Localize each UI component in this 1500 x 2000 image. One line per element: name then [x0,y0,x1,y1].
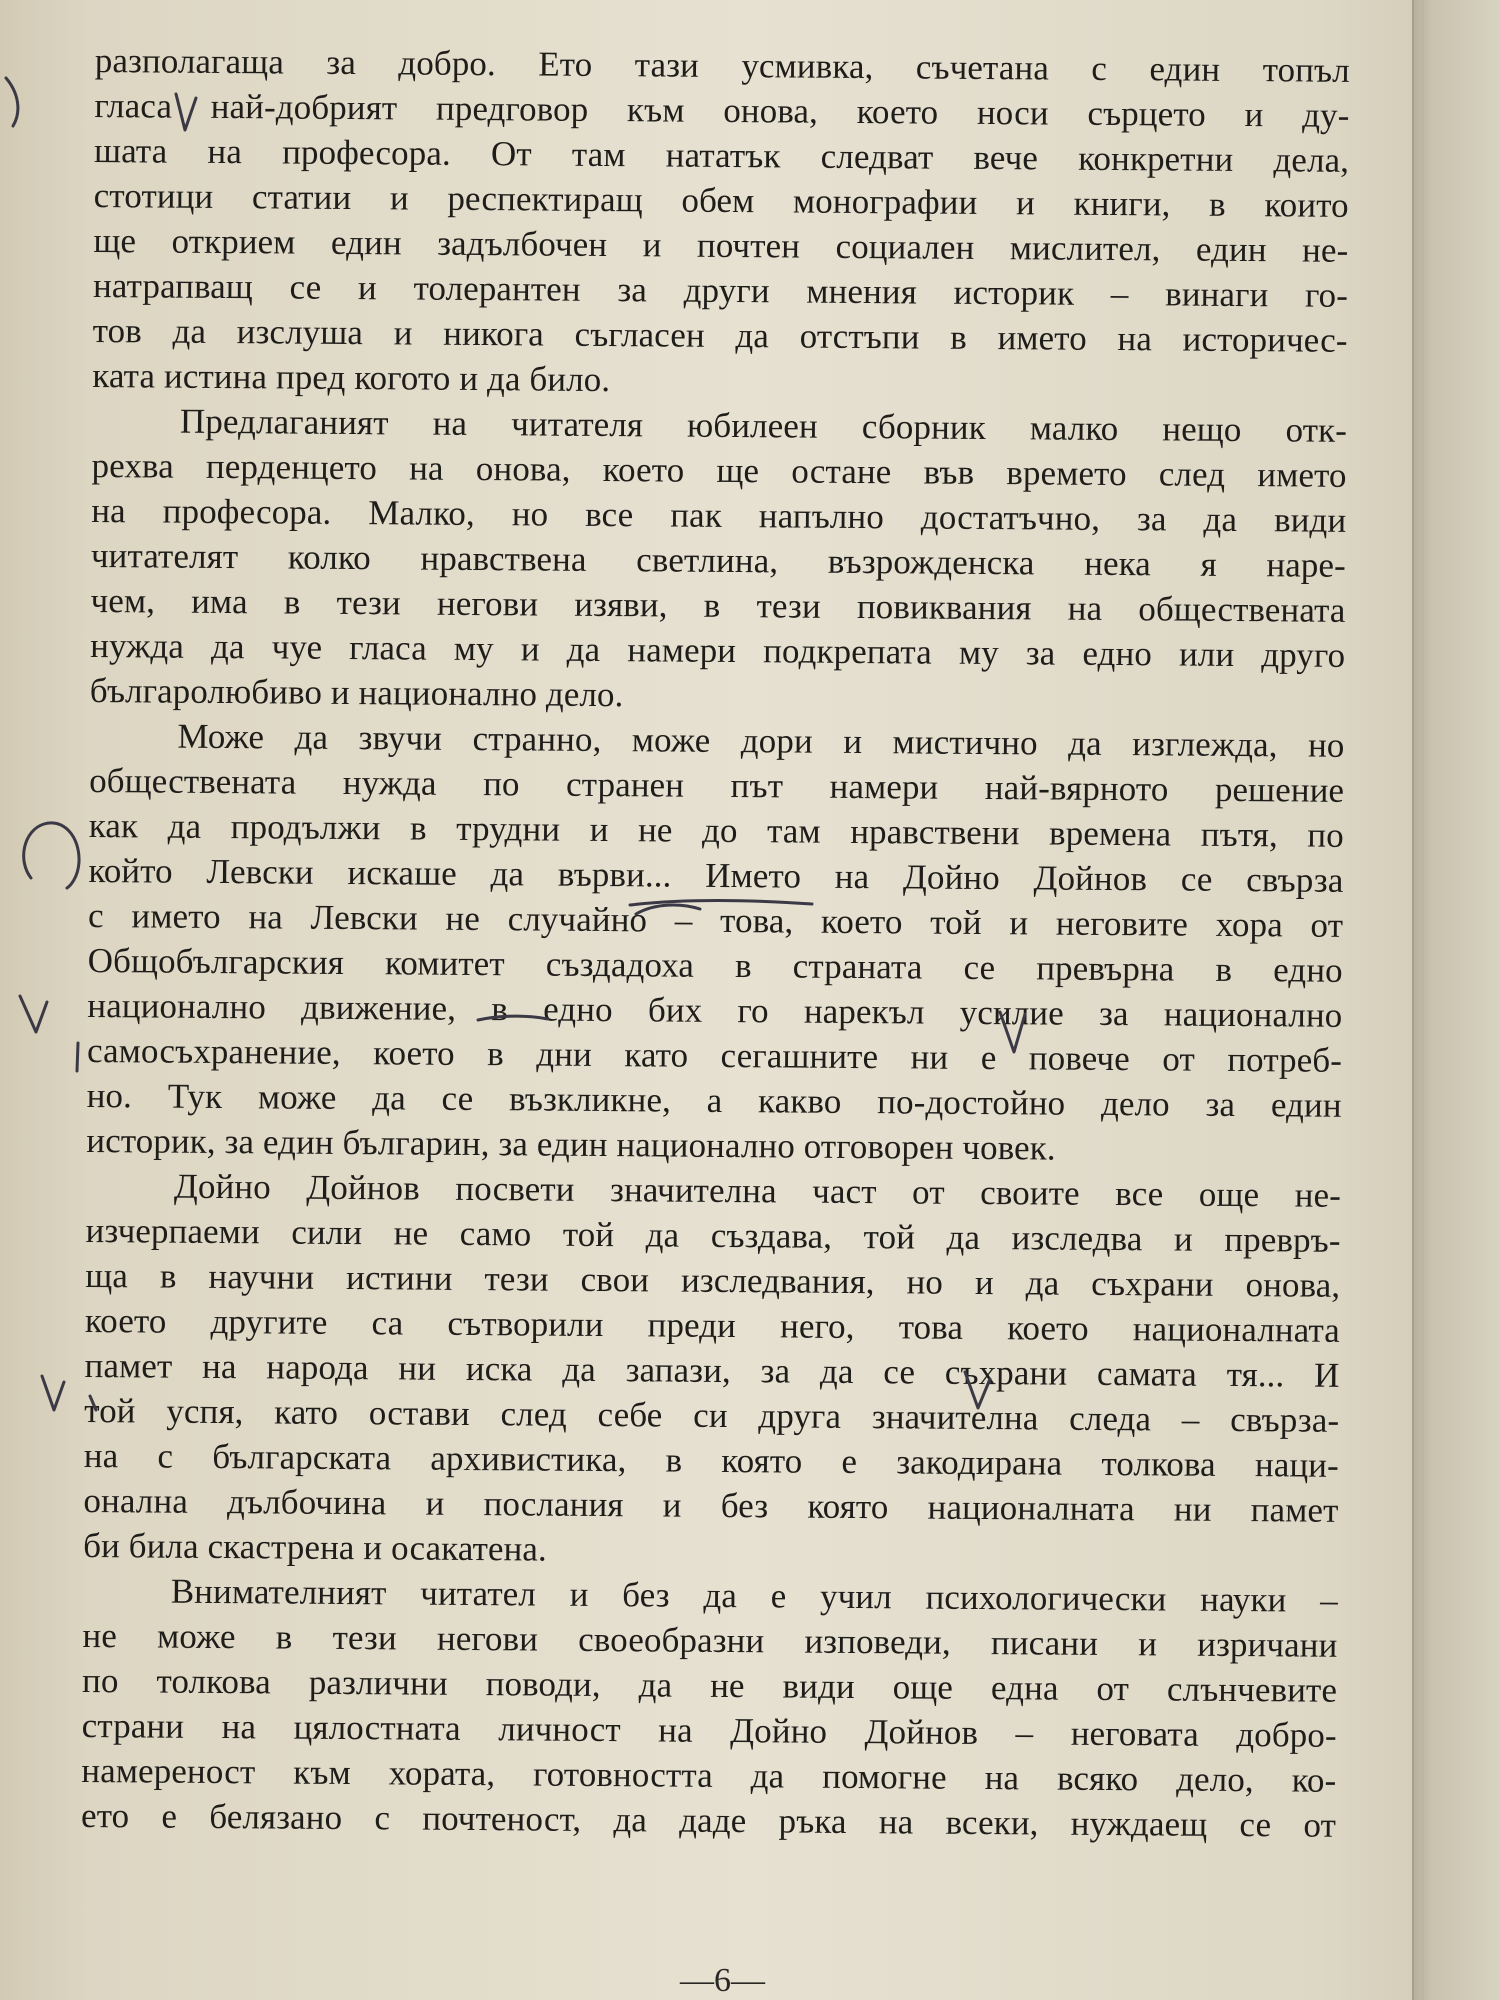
text-line: нужда да чуе гласа му и да намери подкрепата му за едно или друго [90,625,1346,675]
text-line: тов да изслуша и никога съгласен да отстъпи в името на историчес- [92,310,1348,360]
text-line: рехва перденцето на онова, което ще остане във времето след името [91,445,1347,495]
text-line: изчерпаеми сили не само той да създава, той да изследва и превръ- [85,1210,1341,1260]
paragraph-2 [90,398,1347,723]
text-line: с името на Левски не случайно – това, което той и неговите хора от [87,895,1344,945]
text-line: ето е белязано с почтеност, да даде ръка на всеки, нуждаещ се от [80,1795,1337,1845]
text-line: как да продължи в трудни и не до там нравствени времена пътя, по [88,805,1344,855]
text-line: национално движение, в едно бих го нарекъл усилие за национално [87,985,1343,1035]
margin-check-mark [77,1043,78,1071]
text-line: той успя, като остави след себе си друга значителна следа – свърза- [84,1390,1340,1440]
text-line: би била скастрена и осакатена. [83,1525,548,1569]
margin-check-mark [42,1376,64,1410]
text-line: ща в научни истини тези свои изследвания, но и да съхрани онова, [85,1255,1341,1305]
page-number: —6— [680,1962,765,1999]
paragraph-4 [83,1163,1341,1578]
text-line: читателят колко нравствена светлина, възрожденска нека я наре- [90,535,1347,585]
text-line: Внимателният читател и без да е учил психологически науки – [170,1571,1338,1620]
margin-check-mark [20,996,47,1032]
text-line: който Левски искаше да върви... Името на Дойно Дойнов се свърза [88,850,1344,900]
text-line: по толкова различни поводи, да не види още една от слънчевите [81,1660,1338,1710]
text-line: на с българската архивистика, в която е закодирана толкова наци- [83,1435,1339,1485]
text-line: Предлаганият на читателя юбилеен сборник малко нещо отк- [179,401,1348,450]
text-line: натрапващ се и толерантен за други мнения историк – винаги го- [92,265,1349,315]
text-line: Може да звучи странно, може дори и мистично да изглежда, но [177,716,1345,765]
page-text-block [81,38,1350,1848]
text-line: българолюбиво и национално дело. [89,670,624,715]
text-line: шата на професора. От там нататък следват вече конкретни дела, [93,130,1350,180]
text-line: намереност към хората, готовността да помогне на всяко дело, ко- [81,1750,1337,1800]
text-line: стотици статии и респектиращ обем монографии и книги, в които [93,175,1349,225]
text-line: но. Тук може да се възкликне, а какво по-достойно дело за един [86,1075,1342,1125]
paragraph-3 [86,713,1344,1173]
text-line: чем, има в тези негови изяви, в тези повиквания на обществената [90,580,1346,630]
text-line: не може в тези негови своеобразни изповеди, писани и изричани [82,1615,1338,1665]
text-line: обществената нужда по странен път намери най-вярното решение [89,760,1345,810]
text-line: памет на народа ни иска да запази, за да се съхрани самата тя... И [84,1345,1340,1395]
text-line: ще открием един задълбочен и почтен социален мислител, един не- [93,220,1349,270]
text-line: което другите са сътворили преди него, това което националната [84,1300,1341,1350]
paragraph-1 [92,38,1350,408]
text-line: онална дълбочина и послания и без която националната ни памет [83,1480,1339,1530]
adjacent-page-edge [1412,0,1500,2000]
text-line: самосъхранение, което в дни като сегашните ни е повече от потреб- [86,1030,1343,1080]
text-line: Общобългарския комитет създадоха в страната се превърна в едно [87,940,1343,990]
text-line: гласа най-добрият предговор към онова, което носи сърцето и ду- [94,85,1350,135]
paragraph-5 [81,1568,1338,1848]
text-line: на професора. Малко, но все пак напълно достатъчно, за да види [91,490,1347,540]
margin-bracket-mark [6,78,18,126]
text-line: страни на цялостната личност на Дойно Дойнов – неговата добро- [81,1705,1337,1755]
text-line: Дойно Дойнов посвети значителна част от своите все още не- [173,1166,1342,1215]
text-line: ката истина пред когото и да било. [92,355,611,400]
text-line: разполагаща за добро. Ето тази усмивка, съчетана с един топъл [94,40,1350,90]
margin-loop-mark [24,823,79,888]
text-line: историк, за един българин, за един национално отговорен човек. [86,1120,1056,1168]
